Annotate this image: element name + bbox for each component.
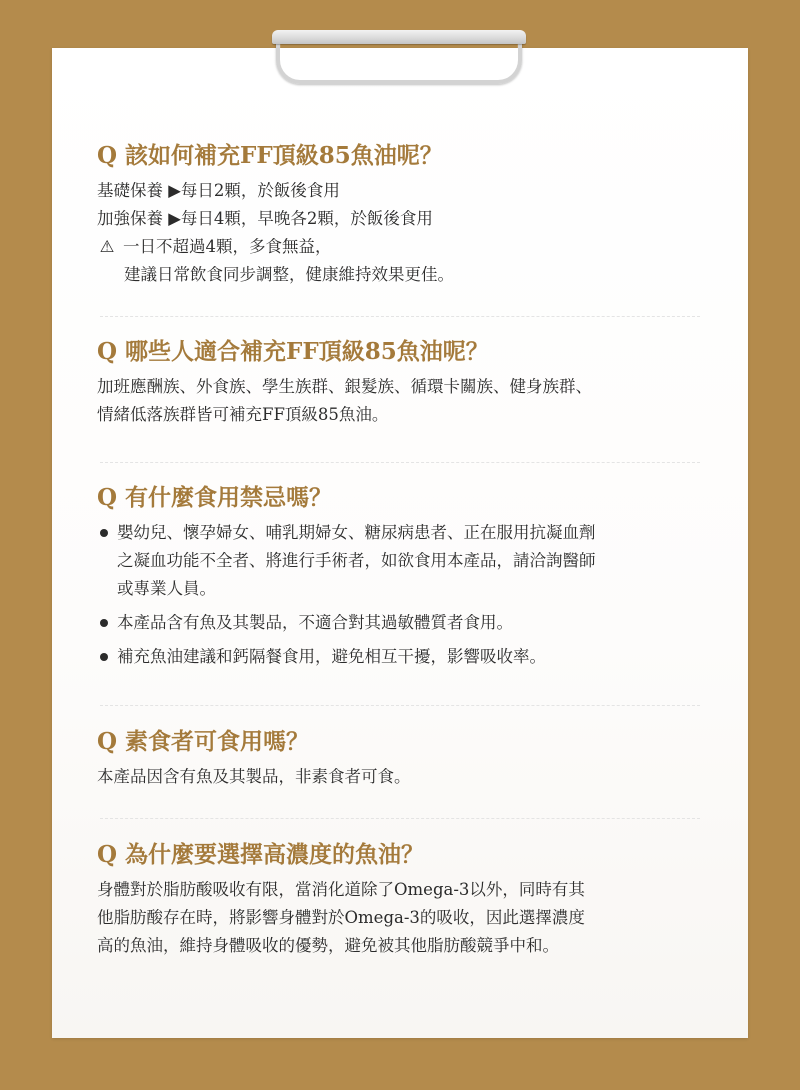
dosage-basic: 基礎保養 ▶每日2顆，於飯後食用 [97, 181, 340, 200]
clipboard-clip [272, 30, 526, 86]
section-divider [100, 705, 700, 706]
bullet-icon [100, 619, 108, 627]
bullet-icon [100, 529, 108, 537]
answer-line: 他脂肪酸存在時，將影響身體對於Omega-3的吸收，因此選擇濃度 [97, 908, 585, 927]
faq-contraindications [97, 483, 707, 671]
bullet-line: 或專業人員。 [117, 579, 216, 598]
bullet-line: 嬰幼兒、懷孕婦女、哺乳期婦女、糖尿病患者、正在服用抗凝血劑 [117, 523, 596, 542]
section-divider [100, 316, 700, 317]
faq-how-to-take [97, 141, 707, 289]
warning-advice: 建議日常飲食同步調整，健康維持效果更佳。 [124, 265, 454, 284]
section-divider [100, 818, 700, 819]
answer-line: 本產品因含有魚及其製品，非素食者可食。 [97, 767, 411, 786]
answer-line: 加班應酬族、外食族、學生族群、銀髮族、循環卡關族、健身族群、 [97, 377, 592, 396]
bullet-line: 之凝血功能不全者、將進行手術者，如欲食用本產品，請洽詢醫師 [117, 551, 596, 570]
bullet-line: 本產品含有魚及其製品，不適合對其過敏體質者食用。 [117, 613, 513, 632]
list-item [97, 609, 707, 637]
warning-icon: ⚠ [99, 237, 115, 256]
answer-line: 高的魚油，維持身體吸收的優勢，避免被其他脂肪酸競爭中和。 [97, 936, 559, 955]
bullet-line: 補充魚油建議和鈣隔餐食用，避免相互干擾，影響吸收率。 [117, 647, 546, 666]
clip-loop [276, 40, 522, 84]
warning-text: 一日不超過4顆，多食無益， [123, 237, 332, 256]
answer-line: 身體對於脂肪酸吸收有限，當消化道除了Omega-3以外，同時有其 [97, 880, 585, 899]
faq-who-should-take [97, 337, 707, 429]
question-title: Q 哪些人適合補充FF頂級85魚油呢？ [97, 338, 489, 365]
question-title: Q 為什麼要選擇高濃度的魚油？ [97, 841, 425, 868]
question-title: Q 有什麼食用禁忌嗎？ [97, 484, 333, 511]
list-item [97, 519, 707, 603]
question-title: Q 該如何補充FF頂級85魚油呢？ [97, 142, 443, 169]
question-title: Q 素食者可食用嗎？ [97, 728, 310, 755]
faq-vegetarian [97, 727, 707, 791]
clip-bar [272, 30, 526, 44]
warning-line [97, 233, 707, 261]
faq-high-concentration [97, 840, 707, 960]
dosage-enhanced: 加強保養 ▶每日4顆，早晚各2顆，於飯後食用 [97, 209, 433, 228]
bullet-icon [100, 653, 108, 661]
answer-line: 情緒低落族群皆可補充FF頂級85魚油。 [97, 405, 389, 424]
section-divider [100, 462, 700, 463]
list-item [97, 643, 707, 671]
